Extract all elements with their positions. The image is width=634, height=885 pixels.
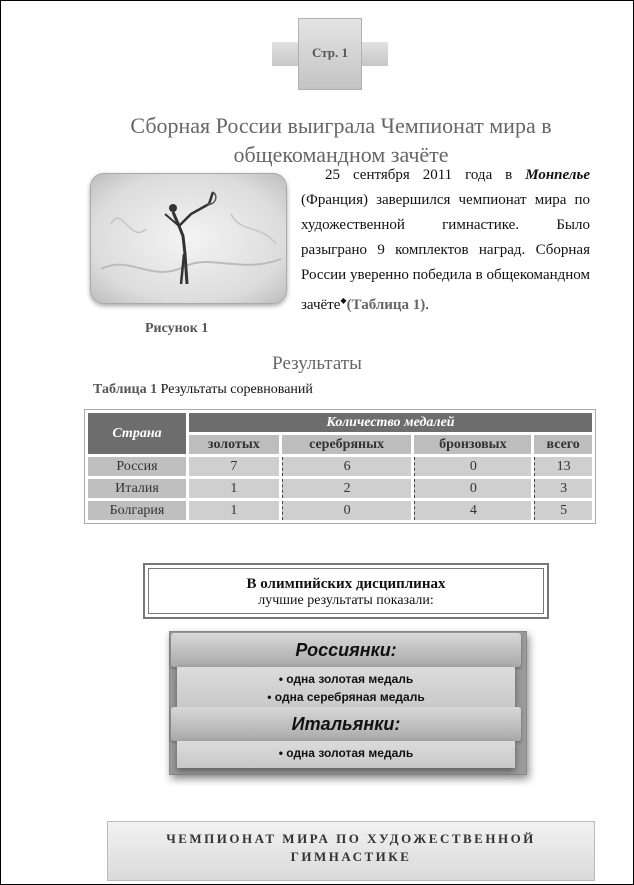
bronze-cell: 0: [414, 479, 531, 498]
medals-header: Количество медалей: [189, 413, 592, 432]
table-caption-text: Результаты соревнований: [157, 382, 313, 397]
bronze-cell: 0: [414, 457, 531, 476]
gold-cell: 7: [189, 457, 279, 476]
footer-banner: ЧЕМПИОНАТ МИРА ПО ХУДОЖЕСТВЕННОЙ ГИМНАСТИКЕ: [107, 821, 595, 881]
silver-header: серебряных: [282, 435, 412, 454]
total-header: всего: [534, 435, 592, 454]
list-item: • одна золотая медаль: [278, 672, 414, 686]
olympic-subtitle: лучшие результаты показали:: [258, 593, 434, 608]
silver-cell: 6: [282, 457, 412, 476]
list-item: • одна золотая медаль: [278, 746, 414, 760]
gold-cell: 1: [189, 479, 279, 498]
article-title: Сборная России выиграла Чемпионат мира в общекомандном зачёте: [130, 113, 552, 167]
intro-text: (Франция) завершился чемпионат мира по художественной гимнастике. Было разыграно 9 комплектов наград. Сборная России уверенно победила в общекомандном зачёте: [301, 192, 590, 313]
group-russia: [171, 633, 521, 710]
table-row: [88, 457, 592, 476]
silver-cell: 0: [282, 501, 412, 520]
bronze-header: бронзовых: [414, 435, 531, 454]
olympic-box: [143, 563, 549, 619]
figure-caption: Рисунок 1: [145, 321, 209, 336]
country-cell: Болгария: [88, 501, 186, 520]
group-title: Россиянки:: [171, 633, 521, 667]
results-heading: Результаты: [272, 353, 362, 374]
gymnast-photo: [90, 173, 287, 304]
page-number-badge: [272, 18, 388, 90]
group-italy: [171, 707, 521, 768]
table-caption-label: Таблица 1: [93, 382, 158, 397]
page-number: Стр. 1: [312, 45, 348, 60]
country-cell: Италия: [88, 479, 186, 498]
total-cell: 5: [534, 501, 592, 520]
intro-city: Монпелье: [525, 167, 590, 183]
gymnast-icon: [91, 174, 287, 304]
results-table: [84, 409, 596, 524]
olympic-title: В олимпийских дисциплинах: [246, 576, 446, 592]
intro-end: .: [425, 297, 430, 313]
table-caption: [93, 382, 313, 398]
gold-header: золотых: [189, 435, 279, 454]
country-cell: Россия: [88, 457, 186, 476]
country-header: Страна: [88, 413, 186, 454]
intro-paragraph: 25 сентября 2011 года в Монпелье (Франция) завершился чемпионат мира по художественной гимнастике. Было разыграно 9 комплектов наград. Сборная России уверенно победила в общекомандном зачёте◆(Таблица 1).: [301, 167, 590, 313]
group-title: Итальянки:: [171, 707, 521, 741]
table-row: [88, 479, 592, 498]
gold-cell: 1: [189, 501, 279, 520]
intro-date: 25 сентября 2011 года в: [325, 167, 526, 183]
total-cell: 13: [534, 457, 592, 476]
total-cell: 3: [534, 479, 592, 498]
list-item: • одна серебряная медаль: [267, 690, 425, 704]
table-row: [88, 501, 592, 520]
silver-cell: 2: [282, 479, 412, 498]
table-reference: (Таблица 1): [346, 297, 426, 313]
bronze-cell: 4: [414, 501, 531, 520]
